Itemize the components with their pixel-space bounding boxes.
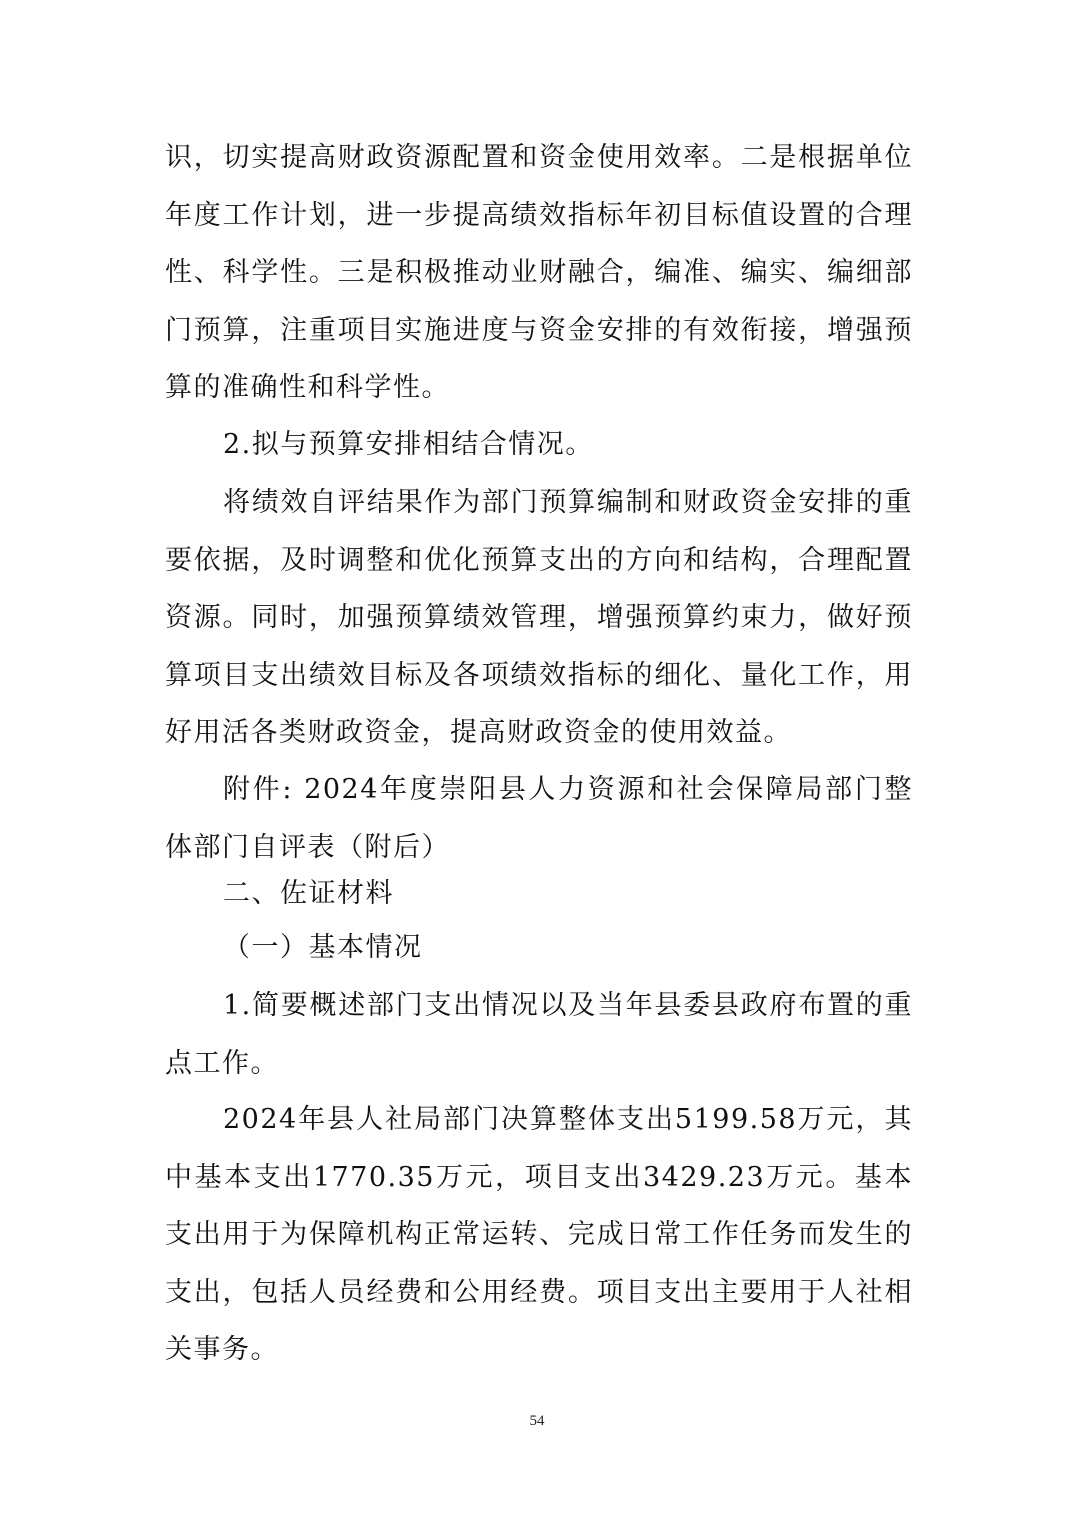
paragraph-performance-results: 将绩效自评结果作为部门预算编制和财政资金安排的重要依据，及时调整和优化预算支出的方向和结构，合理配置资源。同时，加强预算绩效管理，增强预算约束力，做好预算项目支出绩效目标及各项绩效指标的细化、量化工作，用好用活各类财政资金，提高财政资金的使用效益。 — [165, 487, 913, 748]
page-number: 54 — [529, 1413, 545, 1429]
paragraph-budget-reform: 识，切实提高财政资源配置和资金使用效率。二是根据单位年度工作计划，进一步提高绩效指标年初目标值设置的合理性、科学性。三是积极推动业财融合，编准、编实、编细部门预算，注重项目实施进度与资金安排的有效衔接，增强预算的准确性和科学性。 — [165, 142, 913, 403]
item-heading-overview: 1.简要概述部门支出情况以及当年县委县政府布置的重点工作。 — [165, 990, 913, 1079]
heading-budget-integration: 2.拟与预算安排相结合情况。 — [223, 429, 594, 460]
subsection-heading-basic: （一）基本情况 — [223, 932, 423, 963]
paragraph-expenditure: 2024年县人社局部门决算整体支出5199.58万元，其中基本支出1770.35万元，项目支出3429.23万元。基本支出用于为保障机构正常运转、完成日常工作任务而发生的支出，包括人员经费和公用经费。项目支出主要用于人社相关事务。 — [165, 1104, 913, 1365]
section-heading-evidence: 二、佐证材料 — [223, 878, 394, 909]
attachment-note: 附件: 2024年度崇阳县人力资源和社会保障局部门整体部门自评表（附后） — [165, 774, 913, 863]
